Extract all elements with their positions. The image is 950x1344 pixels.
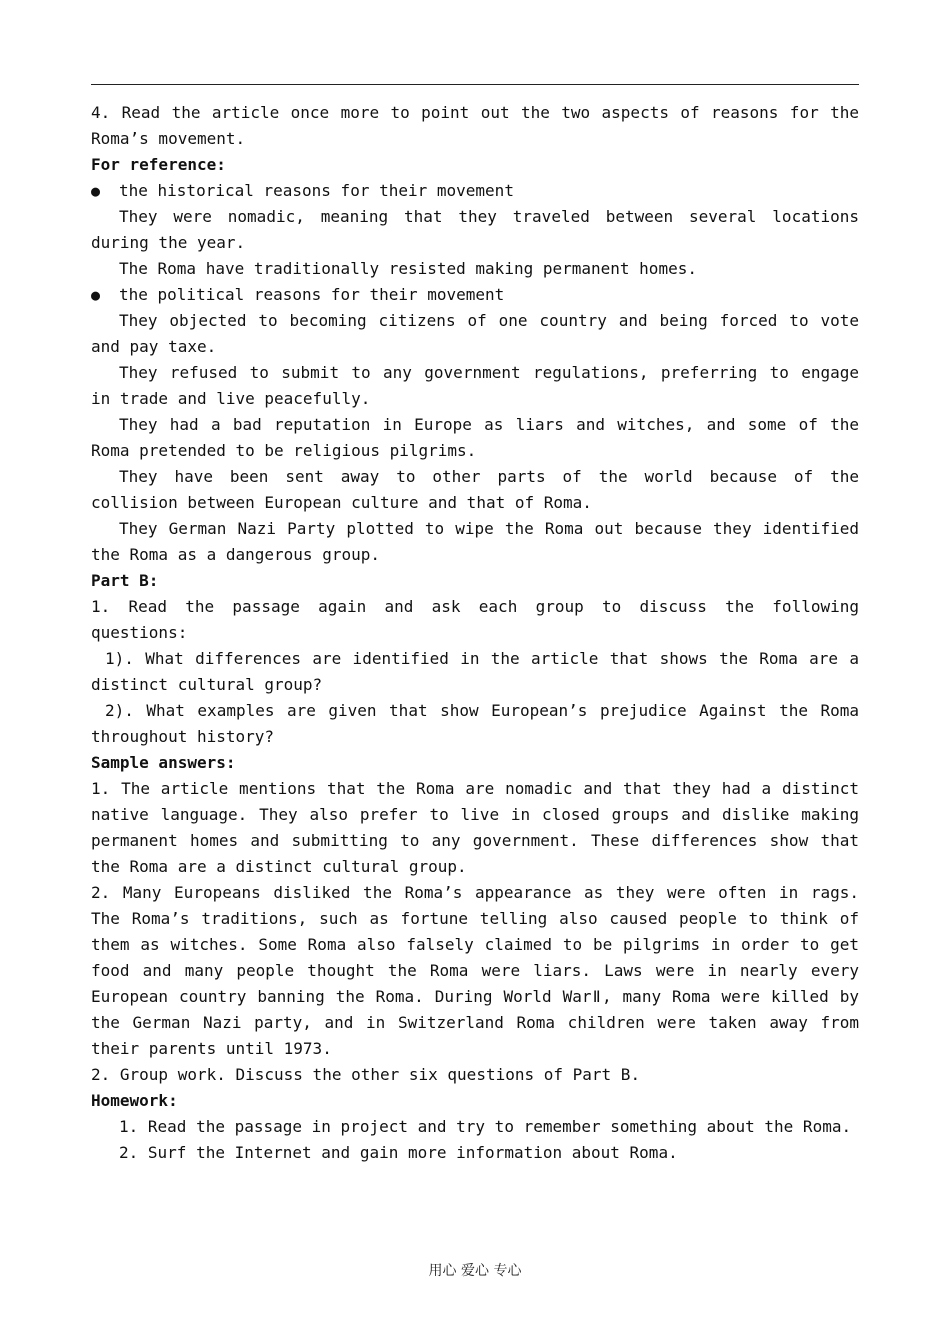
political-reason-4: They have been sent away to other parts of the world because of the collision between European culture and that of Roma. (91, 467, 859, 512)
homework-heading: Homework: (91, 1091, 178, 1110)
bullet-political (91, 282, 859, 308)
part-b-task-2: 2. Group work. Discuss the other six questions of Part B. (91, 1065, 641, 1084)
political-reason-2: They refused to submit to any government regulations, preferring to engage in trade and live peacefully. (91, 363, 859, 408)
part-b-heading: Part B: (91, 571, 159, 590)
bullet-icon: ● (91, 182, 101, 200)
page-footer: 用心 爱心 专心 (428, 1263, 522, 1279)
part-b-question-2: 2). What examples are given that show European’s prejudice Against the Roma throughout history? (91, 701, 859, 746)
political-reason-5: They German Nazi Party plotted to wipe the Roma out because they identified the Roma as a dangerous group. (91, 519, 859, 564)
political-reason-1: They objected to becoming citizens of one country and being forced to vote and pay taxe. (91, 311, 859, 356)
sample-answer-1: 1. The article mentions that the Roma are nomadic and that they had a distinct native language. They also prefer to live in closed groups and dislike making permanent homes and submitting to any government. These differences show that the Roma are a distinct cultural group. (91, 779, 859, 876)
bullet-historical-text: the historical reasons for their movement (119, 181, 514, 200)
part-b-question-1: 1). What differences are identified in the article that shows the Roma are a distinct cultural group? (91, 649, 859, 694)
bullet-historical (91, 178, 859, 204)
header-rule (91, 84, 859, 85)
sample-answers-heading: Sample answers: (91, 753, 236, 772)
political-reason-3: They had a bad reputation in Europe as liars and witches, and some of the Roma pretended to be religious pilgrims. (91, 415, 859, 460)
for-reference-heading: For reference: (91, 155, 226, 174)
sample-answer-2: 2. Many Europeans disliked the Roma’s appearance as they were often in rags. The Roma’s traditions, such as fortune telling also caused people to think of them as witches. Some Roma also falsely claimed to be pilgrims in order to get food and many people thought the Roma were liars. Laws were in nearly every European country banning the Roma. During World WarⅡ, many Roma were killed by the German Nazi party, and in Switzerland Roma children were taken away from their parents until 1973. (91, 883, 859, 1058)
historical-reason-1: They were nomadic, meaning that they traveled between several locations during the year. (91, 207, 859, 252)
homework-item-2: 2. Surf the Internet and gain more information about Roma. (119, 1143, 678, 1162)
bullet-icon: ● (91, 286, 101, 304)
historical-reason-2: The Roma have traditionally resisted making permanent homes. (119, 259, 697, 278)
part-b-task-1: 1. Read the passage again and ask each group to discuss the following questions: (91, 597, 859, 642)
page-content (91, 100, 859, 1166)
homework-item-1: 1. Read the passage in project and try to remember something about the Roma. (119, 1117, 852, 1136)
question-4: 4. Read the article once more to point out the two aspects of reasons for the Roma’s movement. (91, 103, 859, 148)
bullet-political-text: the political reasons for their movement (119, 285, 505, 304)
